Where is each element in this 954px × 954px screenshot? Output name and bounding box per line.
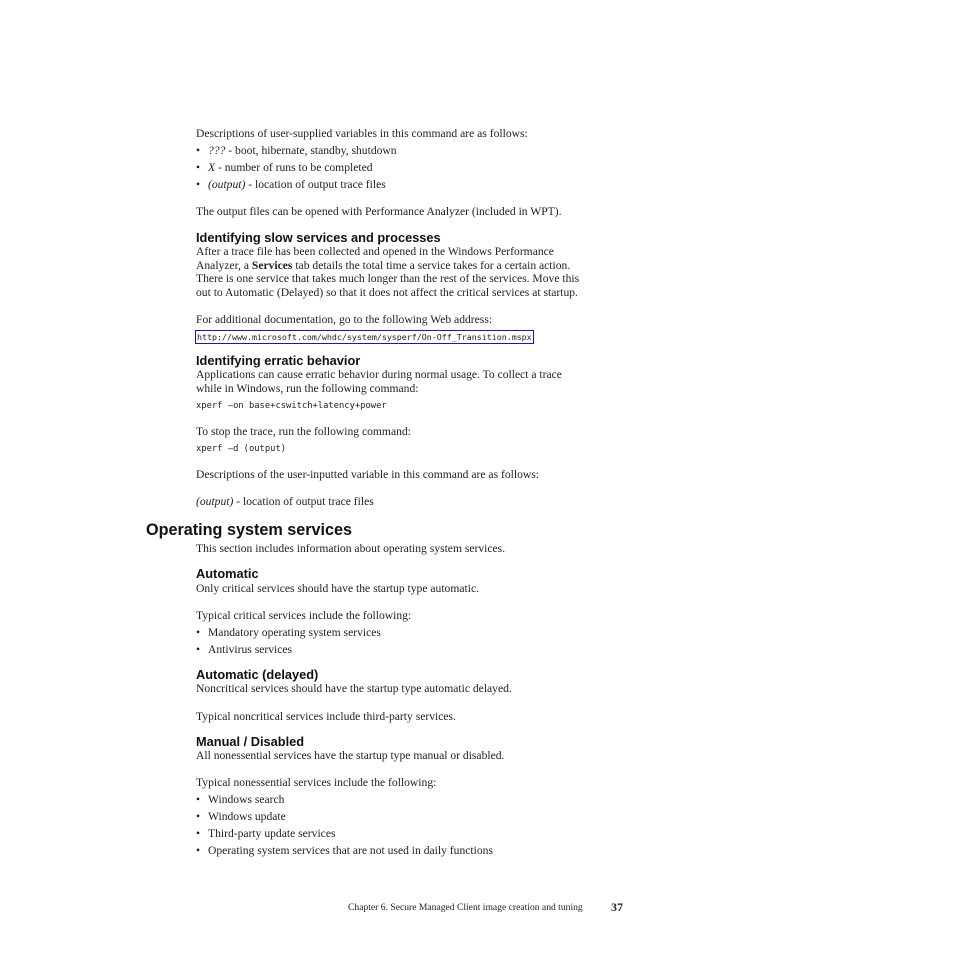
- variable-description: Descriptions of the user-inputted variable in this command are as follows:: [196, 468, 539, 481]
- list-item: • Windows update: [196, 810, 286, 823]
- paragraph-line: while in Windows, run the following command:: [196, 382, 419, 395]
- command-stop: xperf –d (output): [196, 444, 287, 454]
- variable-item: (output) - location of output trace files: [196, 495, 374, 508]
- doc-note: For additional documentation, go to the following Web address:: [196, 313, 493, 326]
- list-item: • Antivirus services: [196, 643, 293, 656]
- paragraph-line: Analyzer, a Services tab details the total time a service takes for a certain action.: [196, 259, 571, 272]
- variable-term: ???: [208, 144, 226, 157]
- list-item: • X - number of runs to be completed: [196, 161, 373, 174]
- paragraph-line: All nonessential services have the startup type manual or disabled.: [196, 749, 505, 762]
- variable-term: (output): [196, 495, 234, 508]
- paragraph-line: Applications can cause erratic behavior during normal usage. To collect a trace: [196, 368, 562, 381]
- section-heading-os-services: Operating system services: [146, 521, 353, 539]
- microsoft-doc-link[interactable]: http://www.microsoft.com/whdc/system/sysperf/On-Off_Transition.mspx: [197, 332, 532, 342]
- os-intro: This section includes information about operating system services.: [196, 542, 506, 555]
- list-item: • Operating system services that are not used in daily functions: [196, 844, 493, 857]
- command-collect: xperf –on base+cswitch+latency+power: [196, 401, 387, 411]
- variables-description: Descriptions of user-supplied variables in this command are as follows:: [196, 127, 528, 140]
- paragraph-line: Typical critical services include the following:: [196, 609, 412, 622]
- list-item: • ??? - boot, hibernate, standby, shutdown: [196, 144, 397, 157]
- list-item: • Windows search: [196, 793, 285, 806]
- variable-term: (output): [208, 178, 246, 191]
- variable-term: X: [208, 161, 216, 174]
- paragraph-line: Only critical services should have the startup type automatic.: [196, 582, 479, 595]
- section-heading-automatic-delayed: Automatic (delayed): [196, 667, 319, 682]
- paragraph-line: out to Automatic (Delayed) so that it does not affect the critical services at startup.: [196, 286, 578, 299]
- paragraph-line: There is one service that takes much longer than the rest of the services. Move this: [196, 272, 580, 285]
- section-heading-erratic: Identifying erratic behavior: [196, 353, 361, 368]
- paragraph-line: Typical nonessential services include the following:: [196, 776, 437, 789]
- services-tab-term: Services: [251, 259, 293, 272]
- list-item: • (output) - location of output trace files: [196, 178, 386, 191]
- chapter-footer: Chapter 6. Secure Managed Client image creation and tuning: [348, 902, 583, 913]
- stop-note: To stop the trace, run the following command:: [196, 425, 411, 438]
- section-heading-automatic: Automatic: [196, 566, 259, 581]
- paragraph-line: Noncritical services should have the startup type automatic delayed.: [196, 682, 512, 695]
- paragraph-line: After a trace file has been collected and opened in the Windows Performance: [196, 245, 554, 258]
- page-number: 37: [611, 900, 623, 914]
- paragraph-line: Typical noncritical services include third-party services.: [196, 710, 456, 723]
- list-item: • Mandatory operating system services: [196, 626, 381, 639]
- section-heading-manual-disabled: Manual / Disabled: [196, 734, 305, 749]
- section-heading-slow-services: Identifying slow services and processes: [196, 230, 441, 245]
- list-item: • Third-party update services: [196, 827, 336, 840]
- output-note: The output files can be opened with Performance Analyzer (included in WPT).: [196, 205, 562, 218]
